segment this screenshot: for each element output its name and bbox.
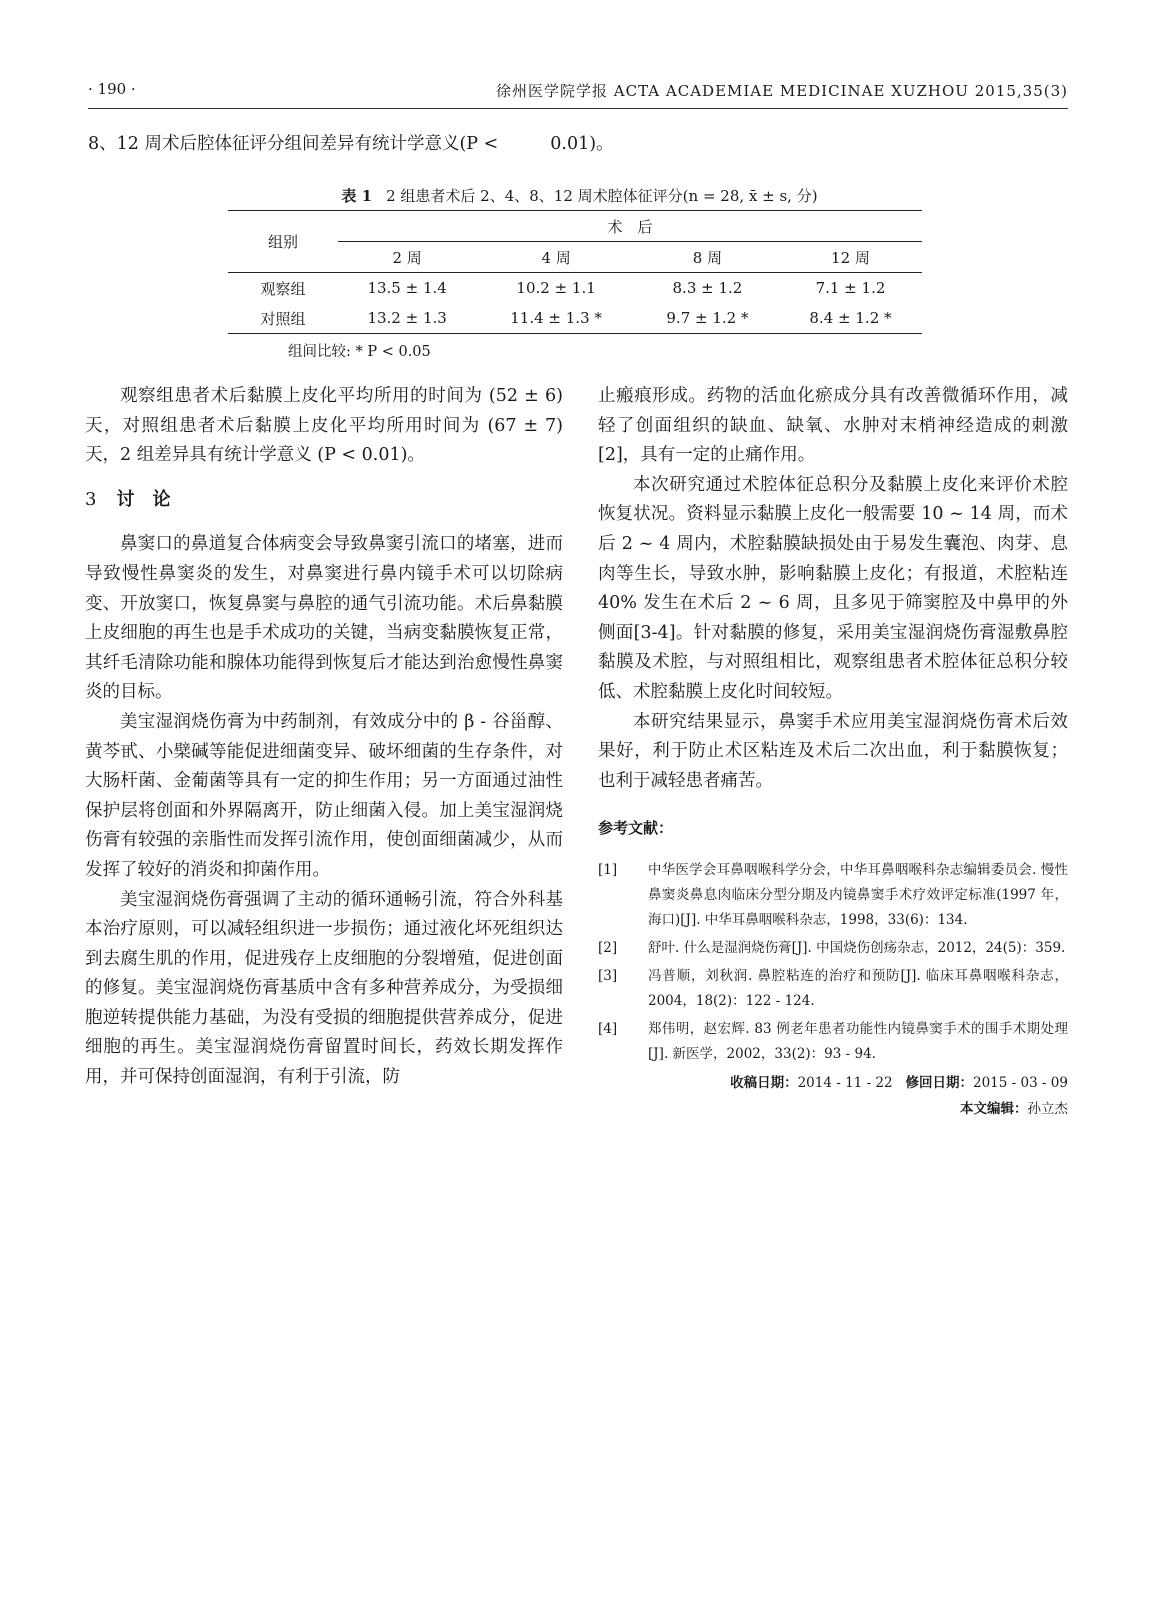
reference-item [598,936,1068,961]
results-table [228,210,922,334]
paragraph: 美宝湿润烧伤膏为中药制剂，有效成分中的 β - 谷甾醇、黄芩甙、小檗碱等能促进细菌变异、破坏细菌的生存条件，对大肠杆菌、金葡菌等具有一定的抑生作用；另一方面通过油性保护层将创面和外界隔离开，防止细菌入侵。加上美宝湿润烧伤膏有较强的亲脂性而发挥引流作用，使创面细菌减少，从而发挥了较好的消炎和抑菌作用。 [85,711,563,880]
table-caption-text: 2 组患者术后 2、4、8、12 周术腔体征评分(n = 28, x̄ ± s, 分) [386,187,818,205]
lead-sentence [88,130,614,155]
table-cell: 9.7 ± 1.2 * [636,303,779,334]
journal-title: 徐州医学院学报 ACTA ACADEMIAE MEDICINAE XUZHOU 2015,35(3) [496,82,1068,100]
table-cell: 7.1 ± 1.2 [815,279,886,297]
table-row [228,273,922,304]
paragraph: 本研究结果显示，鼻窦手术应用美宝湿润烧伤膏术后效果好，利于防止术区粘连及术后二次出血，利于黏膜恢复；也利于减轻患者痛苦。 [598,711,1068,791]
reference-number: [1] [598,861,618,878]
running-header [88,78,1068,109]
reference-item [598,964,1068,1014]
table-cell: 10.2 ± 1.1 [516,279,596,297]
table-header-col: 12 周 [779,242,922,273]
table-cell-group: 观察组 [260,279,306,298]
left-column [85,382,563,1093]
paragraph: 本次研究通过术腔体征总积分及黏膜上皮化来评价术腔恢复状况。资料显示黏膜上皮化一般需要 10 ~ 14 周，而术后 2 ~ 4 周内，术腔黏膜缺损处由于易发生囊泡、肉芽、息肉等生长，导致水肿，影响黏膜上皮化；有报道，术腔粘连 40% 发生在术后 2 ~ 6 周，且多见于筛窦腔及中鼻甲的外侧面[3-4]。针对黏膜的修复，采用美宝湿润烧伤膏湿敷鼻腔黏膜及术腔，与对照组相比，观察组患者术腔体征总积分较低、术腔黏膜上皮化时间较短。 [598,474,1068,702]
reference-text: 郑伟明，赵宏辉. 83 例老年患者功能性内镜鼻窦手术的围手术期处理[J]. 新医学，2002，33(2)：93 - 94. [648,1020,1068,1062]
table-header-span: 术 后 [338,211,922,242]
table-cell: 11.4 ± 1.3 * [476,303,636,334]
table-caption [0,185,1159,206]
paragraph: 止瘢痕形成。药物的活血化瘀成分具有改善微循环作用，减轻了创面组织的缺血、缺氧、水肿对末梢神经造成的刺激[2]，具有一定的止痛作用。 [598,386,1068,466]
reference-number: [2] [598,939,618,956]
received-label: 收稿日期： [730,1074,798,1091]
table-cell: 13.2 ± 1.3 [338,303,476,334]
reference-number: [3] [598,967,618,984]
revised-label: 修回日期： [905,1074,973,1091]
reference-text: 中华医学会耳鼻咽喉科学分会，中华耳鼻咽喉科杂志编辑委员会. 慢性鼻窦炎鼻息肉临床分型分期及内镜鼻窦手术疗效评定标准(1997 年，海口)[J]. 中华耳鼻咽喉科杂志，1998，33(6)：134. [648,861,1068,928]
table-header-col: 8 周 [636,242,779,273]
reference-item [598,858,1068,933]
table-header-group: 组别 [228,211,338,273]
table-note: 组间比较: * P < 0.05 [288,344,431,360]
right-column [598,382,1068,1122]
table-cell-group: 对照组 [228,303,338,334]
table-header-col: 4 周 [476,242,636,273]
table-row [228,303,922,334]
reference-item [598,1017,1068,1067]
lead-text: 8、12 周术后腔体征评分组间差异有统计学意义(P < [88,134,499,154]
received-date: 2014 - 11 - 22 [797,1074,893,1091]
reference-text: 舒叶. 什么是湿润烧伤膏[J]. 中国烧伤创疡杂志，2012，24(5)：359. [648,939,1066,956]
article-dates [598,1070,1068,1096]
page-number: · 190 · [88,80,136,98]
revised-date: 2015 - 03 - 09 [972,1074,1068,1091]
table-caption-label: 表 1 [341,187,373,205]
section-title: 讨 论 [116,488,171,510]
lead-p-value: 0.01)。 [550,134,614,154]
table-cell: 8.4 ± 1.2 * [779,303,922,334]
references-title: 参考文献： [598,819,674,838]
editor-label: 本文编辑： [960,1100,1028,1117]
article-editor [598,1096,1068,1122]
section-heading [85,485,563,515]
paragraph: 美宝湿润烧伤膏强调了主动的循环通畅引流，符合外科基本治疗原则，可以减轻组织进一步损伤；通过液化坏死组织达到去腐生肌的作用，促进残存上皮细胞的分裂增殖，促进创面的修复。美宝湿润烧伤膏基质中含有多种营养成分，为受损细胞逆转提供能力基础，为没有受损的细胞提供营养成分，促进细胞的再生。美宝湿润烧伤膏留置时间长，药效长期发挥作用，并可保持创面湿润，有利于引流，防 [85,889,563,1088]
reference-number: [4] [598,1020,618,1037]
section-number: 3 [85,488,97,510]
paragraph: 鼻窦口的鼻道复合体病变会导致鼻窦引流口的堵塞，进而导致慢性鼻窦炎的发生，对鼻窦进行鼻内镜手术可以切除病变、开放窦口，恢复鼻窦与鼻腔的通气引流功能。术后鼻黏膜上皮细胞的再生也是手术成功的关键，当病变黏膜恢复正常，其纤毛清除功能和腺体功能得到恢复后才能达到治愈慢性鼻窦炎的目标。 [85,534,563,703]
table-header-col: 2 周 [338,242,476,273]
paragraph: 观察组患者术后黏膜上皮化平均所用的时间为 (52 ± 6) 天，对照组患者术后黏膜上皮化平均所用时间为 (67 ± 7) 天，2 组差异具有统计学意义 (P < 0.01)。 [85,386,563,466]
reference-text: 冯普顺，刘秋润. 鼻腔粘连的治疗和预防[J]. 临床耳鼻咽喉科杂志，2004，18(2)：122 - 124. [648,967,1068,1009]
editor-name: 孙立杰 [1027,1100,1068,1117]
table-cell: 13.5 ± 1.4 [367,279,447,297]
table-cell: 8.3 ± 1.2 [672,279,743,297]
